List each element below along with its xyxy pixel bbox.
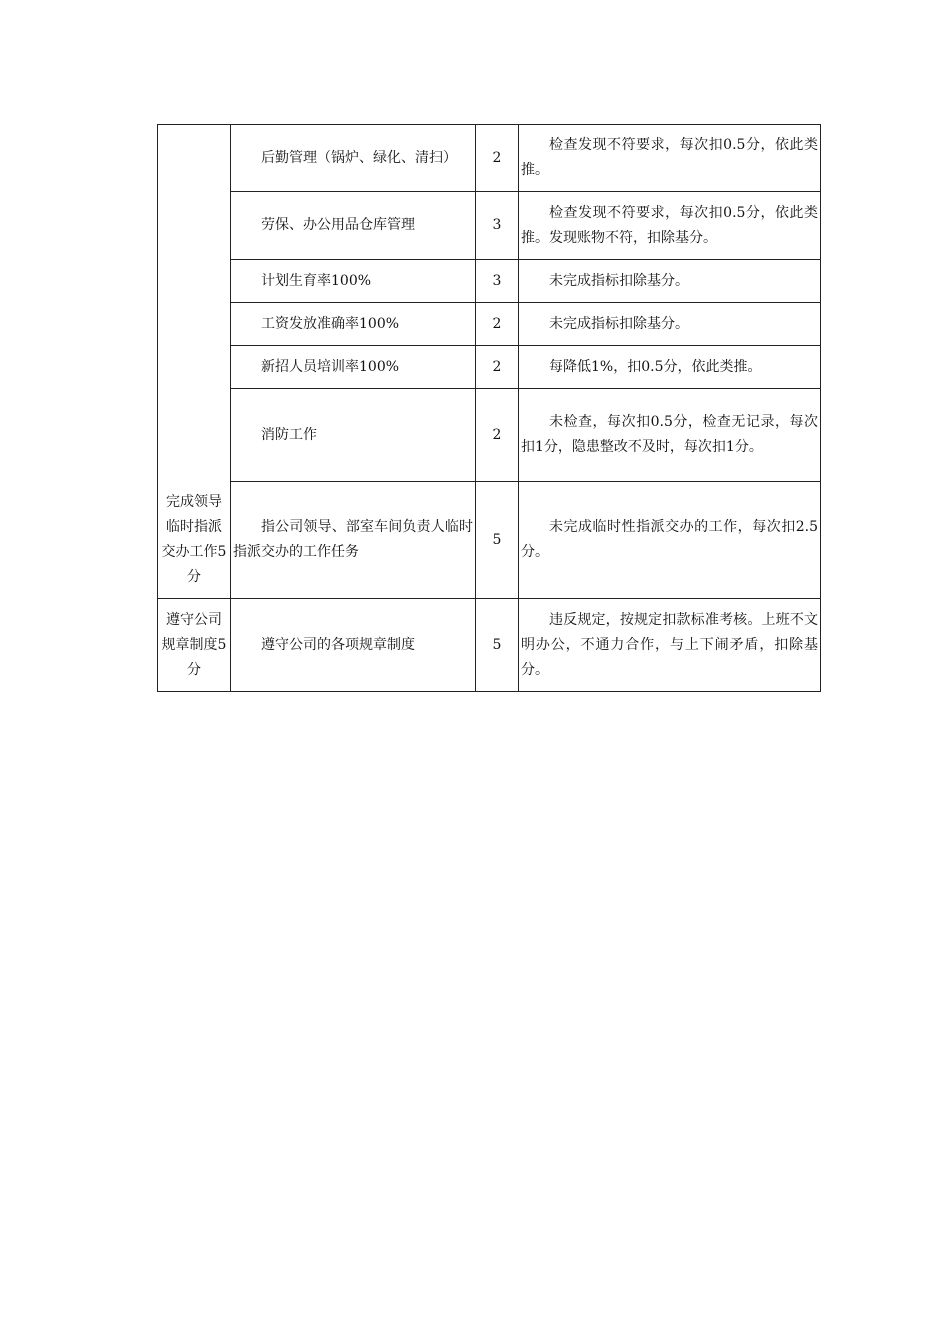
item-cell: 计划生育率100% bbox=[231, 260, 476, 303]
category-cell: 完成领导临时指派交办工作5分 bbox=[158, 482, 231, 599]
rule-cell: 检查发现不符要求，每次扣0.5分，依此类推。 bbox=[519, 125, 821, 192]
rule-cell: 每降低1%，扣0.5分，依此类推。 bbox=[519, 346, 821, 389]
table-row bbox=[158, 482, 821, 599]
rule-cell: 未检查，每次扣0.5分，检查无记录，每次扣1分，隐患整改不及时，每次扣1分。 bbox=[519, 389, 821, 482]
score-cell: 3 bbox=[476, 260, 519, 303]
table-row bbox=[158, 389, 821, 482]
item-cell: 消防工作 bbox=[231, 389, 476, 482]
rule-cell: 未完成指标扣除基分。 bbox=[519, 303, 821, 346]
table-row bbox=[158, 125, 821, 192]
table-row bbox=[158, 599, 821, 692]
assessment-table bbox=[157, 124, 821, 692]
score-cell: 5 bbox=[476, 599, 519, 692]
table-row bbox=[158, 260, 821, 303]
category-cell: 遵守公司规章制度5分 bbox=[158, 599, 231, 692]
score-cell: 2 bbox=[476, 346, 519, 389]
item-cell: 后勤管理（锅炉、绿化、清扫） bbox=[231, 125, 476, 192]
table-row bbox=[158, 346, 821, 389]
score-cell: 2 bbox=[476, 303, 519, 346]
item-cell: 劳保、办公用品仓库管理 bbox=[231, 192, 476, 260]
table-row bbox=[158, 192, 821, 260]
item-cell: 遵守公司的各项规章制度 bbox=[231, 599, 476, 692]
category-cell-empty bbox=[158, 125, 231, 482]
table-row bbox=[158, 303, 821, 346]
rule-cell: 未完成指标扣除基分。 bbox=[519, 260, 821, 303]
score-cell: 2 bbox=[476, 125, 519, 192]
item-cell: 新招人员培训率100% bbox=[231, 346, 476, 389]
score-cell: 3 bbox=[476, 192, 519, 260]
rule-cell: 未完成临时性指派交办的工作，每次扣2.5分。 bbox=[519, 482, 821, 599]
score-cell: 5 bbox=[476, 482, 519, 599]
rule-cell: 违反规定，按规定扣款标准考核。上班不文明办公，不通力合作，与上下闹矛盾，扣除基分。 bbox=[519, 599, 821, 692]
item-cell: 工资发放准确率100% bbox=[231, 303, 476, 346]
item-cell: 指公司领导、部室车间负责人临时指派交办的工作任务 bbox=[231, 482, 476, 599]
score-cell: 2 bbox=[476, 389, 519, 482]
rule-cell: 检查发现不符要求，每次扣0.5分，依此类推。发现账物不符，扣除基分。 bbox=[519, 192, 821, 260]
